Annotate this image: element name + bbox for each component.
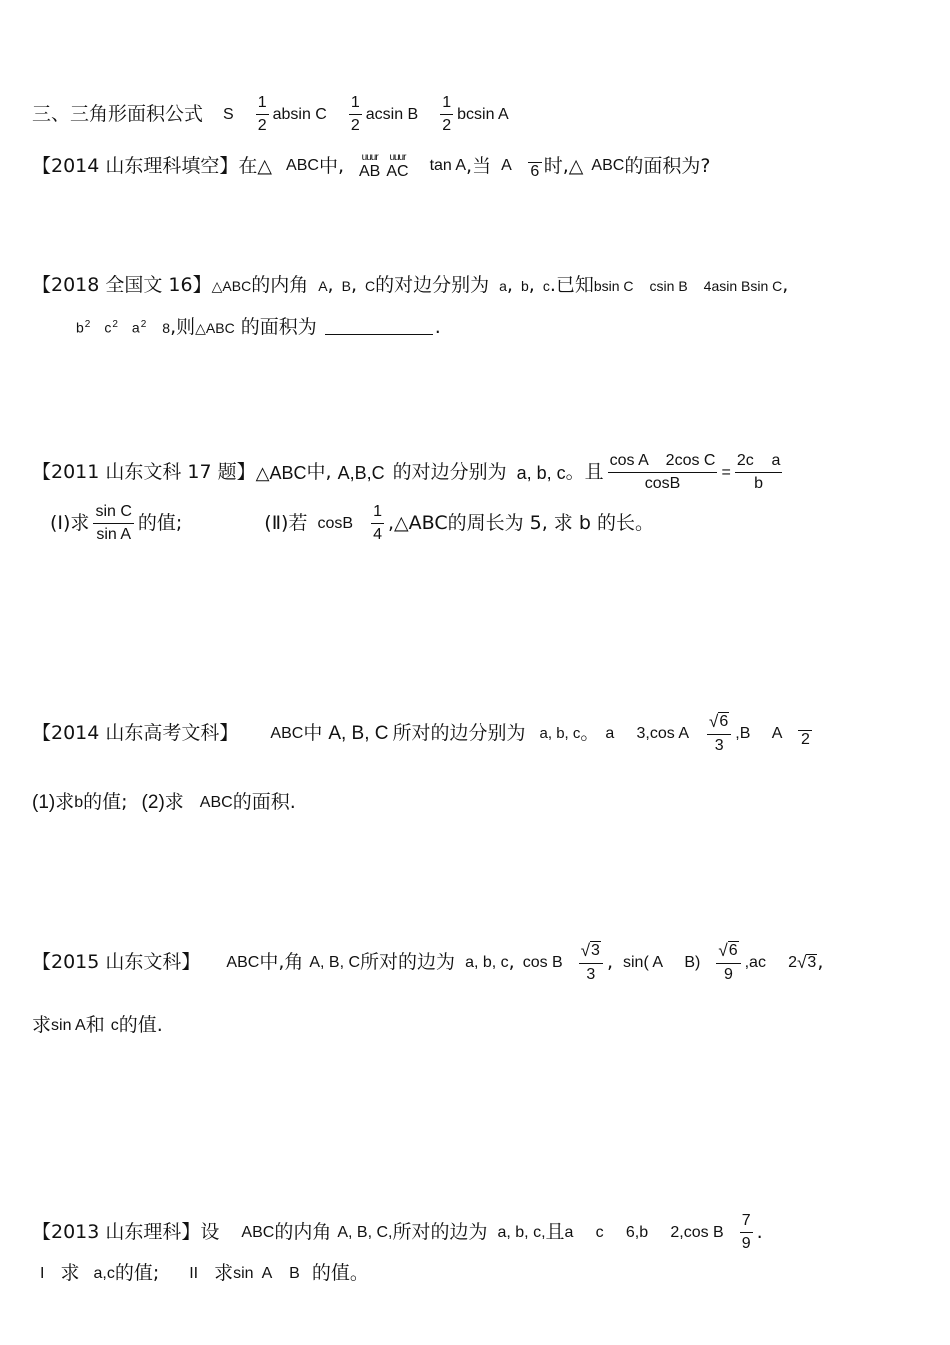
cos-b: cosB	[317, 514, 354, 532]
problem-2013-sd-li	[32, 1212, 763, 1254]
problem-text: ,	[817, 951, 824, 974]
expr-csinb: csin B	[649, 277, 688, 294]
problem-text: 设	[200, 1221, 220, 1244]
sides-abc: a, b, c,	[497, 1223, 546, 1241]
triangle-label: ABC	[270, 724, 304, 742]
problem-2014-sd-wen	[32, 712, 814, 756]
problem-text: 的值。	[311, 1262, 369, 1284]
problem-text: 的值.	[118, 1014, 163, 1036]
sides-abc: a, b, c	[516, 462, 566, 483]
problem-text: 的面积.	[232, 791, 296, 813]
problem-text: ,	[606, 951, 613, 974]
seven-ninths: $\frac{7}{9}$	[741, 1212, 751, 1253]
period: .	[756, 1221, 763, 1244]
angle-b: B	[341, 277, 351, 294]
angles-abc: A, B, C,	[337, 1223, 393, 1241]
formula-term: acsin B	[365, 105, 419, 123]
sin-a-plus-b: sin( A B)	[623, 953, 701, 971]
sqrt6-over-3: √ 6 3	[707, 712, 731, 756]
problem-text: 所对的边为	[392, 1221, 488, 1244]
period: .	[434, 316, 441, 338]
problem-tag: 【2018 全国文 16】	[32, 274, 212, 296]
condition-ac-b-cosb: a c 6,b 2,cos B	[564, 1223, 724, 1241]
fraction-half: $\frac{1}{2}$	[350, 94, 360, 135]
problem-tag: 【2013 山东理科】	[32, 1221, 201, 1244]
fraction-half: $\frac{1}{2}$	[442, 94, 452, 135]
problem-text: 求	[32, 1014, 52, 1036]
problem-text: 和	[85, 1014, 105, 1036]
problem-tag: 【2014 山东理科填空】	[32, 154, 239, 177]
expr-bsinc: bsin C	[593, 277, 634, 294]
section-heading	[32, 94, 509, 136]
problem-text: 的对边分别为	[392, 461, 507, 484]
problem-text: 且	[545, 1221, 565, 1244]
condition-ac: ,ac 2	[744, 953, 798, 971]
sin-a-minus-b: sin A B	[233, 1264, 300, 1282]
triangle-label: ABC	[199, 793, 233, 811]
problem-text: 的值;	[83, 791, 128, 813]
angles-abc: A, B, C	[309, 953, 361, 971]
angles-abc: A,B,C	[337, 462, 385, 483]
problem-text: 的值;	[137, 512, 183, 535]
fraction-half: $\frac{1}{2}$	[257, 94, 267, 135]
angles-abc: A, B, C	[328, 723, 389, 745]
sides-ac: a,c	[93, 1264, 115, 1282]
pi-over-two: 2	[798, 720, 812, 749]
pi-over-six: 6	[528, 152, 542, 181]
problem-text: 的内角	[274, 1221, 332, 1244]
triangle-label: ABC	[241, 1223, 275, 1241]
one-quarter: $\frac{1}{4}$	[373, 503, 382, 544]
side-c: c	[110, 1016, 119, 1034]
triangle-label: ABC	[591, 157, 625, 175]
angle-a: A	[501, 157, 512, 175]
problem-text: 的内角	[251, 274, 309, 296]
problem-text: 的周长为 5, 求 b 的长。	[447, 512, 654, 535]
vector-ab: uuur AB	[358, 151, 381, 180]
problem-text: 的对边分别为	[375, 274, 490, 296]
problem-2011-sd-wen	[32, 452, 786, 494]
side-c: c	[542, 277, 550, 294]
formula-term: bcsin A	[457, 105, 509, 123]
problem-text: 所对的边分别为	[392, 722, 526, 745]
vector-ac: uuur AC	[386, 151, 409, 180]
expr-4asinbsinc: 4asin Bsin C	[703, 277, 783, 294]
problem-text: 中,角	[259, 951, 304, 974]
problem-text: 所对的边为	[360, 951, 456, 974]
triangle-label: △ABC	[211, 277, 252, 294]
problem-text: 在△	[238, 154, 273, 177]
side-b: b	[74, 793, 84, 811]
problem-text: ,当	[466, 154, 492, 177]
problem-text: ,则	[170, 316, 196, 338]
problem-2011-questions	[50, 503, 654, 545]
problem-tag: 【2011 山东文科 17 题】	[32, 461, 256, 484]
sin-a: sin A	[51, 1016, 86, 1034]
problem-text: 的值;	[114, 1262, 160, 1284]
problem-text: 的面积为?	[624, 154, 711, 177]
problem-text: 中	[303, 722, 323, 745]
question-2: 求	[214, 1262, 234, 1284]
sinc-over-sina: $\frac{\text{sin C}}{\text{sin A}}$	[95, 503, 132, 544]
value-eight: 8	[162, 319, 171, 336]
triangle-label: △ABC	[255, 462, 307, 483]
heading-title: 三、三角形面积公式	[32, 103, 204, 126]
problem-2018-quanguo: 【2018 全国文 16】 △ABC 的内角 A , B , C 的对边分别为 a , b , c .已知 bsin C csin B 4asin Bsin C ,	[32, 274, 789, 296]
question-1: (1)求	[32, 792, 75, 813]
side-a: a	[499, 277, 507, 294]
equals-sign: =	[721, 463, 731, 481]
condition-a-cosa: a 3,cos A	[605, 724, 690, 742]
problem-text: 中,	[318, 154, 344, 177]
problem-tag: 【2015 山东文科】	[32, 951, 201, 974]
problem-text: ,	[508, 951, 515, 974]
question-1: (Ⅰ)求	[50, 512, 90, 535]
problem-text: 的面积为	[240, 316, 317, 338]
cos-ratio-fraction: $\frac{\text{cos A 2cos C}}{\cos B}$	[609, 452, 716, 493]
formula-term: absin C	[272, 105, 327, 123]
problem-2018-quanguo-line2	[76, 318, 441, 337]
area-symbol: S	[223, 105, 234, 123]
problem-2015-question	[32, 1016, 163, 1035]
sqrt3-over-3: √ 3 3	[579, 941, 603, 985]
c-squared: $c^2$	[104, 319, 118, 336]
problem-text: 。	[580, 722, 600, 745]
b-squared: $b^2$	[76, 319, 91, 336]
problem-tag: 【2014 山东高考文科】	[32, 722, 239, 745]
question-2: (Ⅱ)若	[264, 512, 308, 535]
triangle-label: ABC	[226, 953, 260, 971]
problem-text: ,△ABC	[387, 512, 448, 535]
side-ratio-fraction: $\frac{\text{2c a}}{b}$	[736, 452, 781, 493]
problem-2015-sd-wen	[32, 941, 823, 985]
triangle-label: △ABC	[195, 319, 235, 336]
problem-text: 。且	[565, 461, 604, 484]
problem-2014-questions	[32, 793, 296, 812]
a-squared: $a^2$	[131, 319, 147, 336]
angle-c: C	[364, 277, 376, 294]
sqrt6-over-9: √ 6 9	[716, 941, 740, 985]
angle-a: A	[318, 277, 328, 294]
problem-text: 时,△	[543, 154, 584, 177]
answer-blank	[325, 320, 433, 335]
triangle-label: ABC	[286, 157, 319, 175]
problem-2014-sd-li	[32, 152, 710, 181]
tan-a: tan A	[429, 157, 467, 175]
question-1: 求	[60, 1262, 80, 1284]
problem-text: 中,	[306, 461, 332, 484]
sides-abc: a, b, c	[465, 953, 509, 971]
side-b: b	[520, 277, 529, 294]
question-2: (2)求	[141, 792, 184, 813]
sqrt3: √ 3	[797, 953, 817, 973]
sides-abc: a, b, c	[539, 725, 581, 743]
question-1-marker: I	[40, 1264, 45, 1282]
question-2-marker: II	[189, 1264, 199, 1282]
problem-text: .已知	[549, 274, 594, 296]
condition-b: ,B A	[735, 724, 783, 742]
cos-b: cos B	[522, 953, 563, 971]
problem-2013-questions	[40, 1264, 369, 1283]
